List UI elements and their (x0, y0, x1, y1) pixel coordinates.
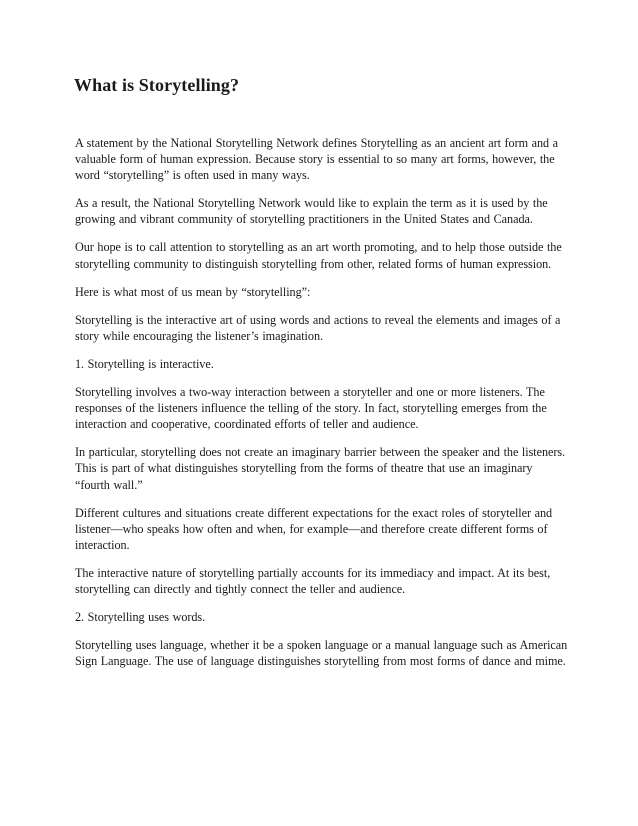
paragraph-cultures: Different cultures and situations create different expectations for the exact roles of storyteller and listener—who speaks how often and when, for example—and therefore create different forms of interaction. (75, 505, 553, 552)
heading-uses-words: 2. Storytelling uses words. (75, 610, 206, 625)
paragraph-explain-term: As a result, the National Storytelling Network would like to explain the term as it is used by the growing and vibrant community of storytelling practitioners in the United States and Canada. (75, 196, 548, 227)
paragraph-two-way-interaction: Storytelling involves a two-way interaction between a storyteller and one or more listeners. The responses of the listeners influence the telling of the story. In fact, storytelling emerges from the interaction and cooperative, coordinated efforts of teller and audience. (75, 385, 547, 432)
paragraph-language: Storytelling uses language, whether it be a spoken language or a manual language such as American Sign Language. The use of language distinguishes storytelling from most forms of dance and mime. (75, 638, 568, 669)
paragraph-definition: Storytelling is the interactive art of using words and actions to reveal the elements and images of a story while encouraging the listener’s imagination. (75, 312, 561, 343)
paragraph-fourth-wall: In particular, storytelling does not create an imaginary barrier between the speaker and the listeners. This is part of what distinguishes storytelling from the forms of theatre that use an imaginary “fourth wall.” (75, 445, 566, 492)
paragraph-immediacy: The interactive nature of storytelling partially accounts for its immediacy and impact. At its best, storytelling can directly and tightly connect the teller and audience. (75, 565, 551, 596)
document-body (75, 135, 569, 681)
document-title: What is Storytelling? (74, 75, 240, 95)
heading-interactive: 1. Storytelling is interactive. (75, 356, 214, 371)
paragraph-hope: Our hope is to call attention to storytelling as an art worth promoting, and to help those outside the storytelling community to distinguish storytelling from other, related forms of human expression. (75, 240, 562, 271)
paragraph-intro-definition: A statement by the National Storytelling Network defines Storytelling as an ancient art form and a valuable form of human expression. Because story is essential to so many art forms, however, the word “storytelling” is often used in many ways. (75, 136, 559, 183)
paragraph-what-we-mean: Here is what most of us mean by “storytelling”: (75, 284, 311, 299)
